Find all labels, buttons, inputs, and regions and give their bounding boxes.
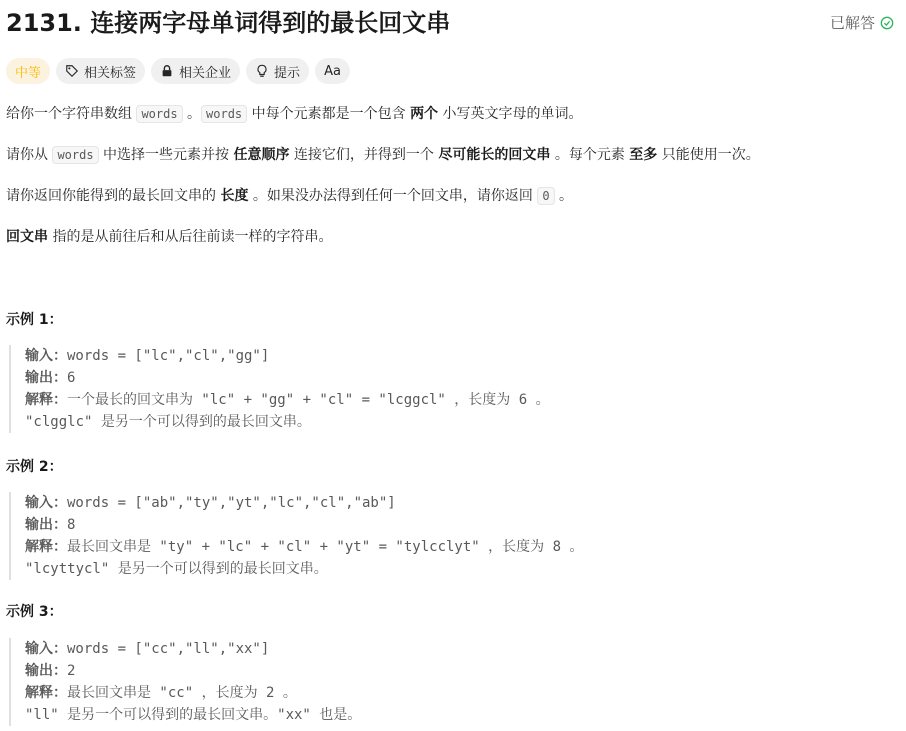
difficulty-badge: 中等 [6, 58, 50, 84]
example-1-block [9, 345, 550, 433]
tag-icon [65, 64, 79, 78]
example-output-line: 输出：8 [25, 517, 76, 533]
hint-button[interactable]: 提示 [246, 58, 309, 84]
tag-bar [6, 58, 350, 84]
translate-button[interactable] [315, 58, 350, 84]
example-input-line: 输入：words = ["ab","ty","yt","lc","cl","ab"] [25, 495, 396, 511]
example-extra-line: "clgglc" 是另一个可以得到的最长回文串。 [25, 414, 311, 430]
example-3-title: 示例 3： [6, 604, 63, 620]
problem-title: 2131. 连接两字母单词得到的最长回文串 [6, 9, 451, 37]
inline-code: words [201, 105, 247, 123]
description-paragraph-2: 请你从 words 中选择一些元素并按 任意顺序 连接它们，并得到一个 尽可能长的回文串 。每个元素 至多 只能使用一次。 [6, 147, 760, 163]
inline-code: words [52, 146, 98, 164]
example-input-line: 输入：words = ["lc","cl","gg"] [25, 348, 270, 364]
description-paragraph-1: 给你一个字符串数组 words 。 words 中每个元素都是一个包含 两个 小写英文字母的单词。 [6, 106, 583, 122]
example-extra-line: "lcyttycl" 是另一个可以得到的最长回文串。 [25, 561, 328, 577]
check-circle-icon [880, 16, 894, 30]
lock-icon [160, 64, 174, 78]
lightbulb-icon [255, 64, 269, 78]
related-tags-button[interactable]: 相关标签 [56, 58, 145, 84]
example-explanation-line: 解释：最长回文串是 "cc" ，长度为 2 。 [25, 685, 297, 701]
solved-status [830, 12, 894, 33]
description-paragraph-3: 请你返回你能得到的最长回文串的 长度 。如果没办法得到任何一个回文串，请你返回 0 。 [6, 188, 574, 204]
example-3-block [9, 638, 361, 726]
example-1-title: 示例 1： [6, 312, 63, 328]
example-output-line: 输出：2 [25, 663, 76, 679]
description-paragraph-4: 回文串 指的是从前往后和从后往前读一样的字符串。 [6, 229, 333, 245]
example-2-title: 示例 2： [6, 459, 63, 475]
inline-code: 0 [537, 187, 554, 205]
example-explanation-line: 解释：最长回文串是 "ty" + "lc" + "cl" + "yt" = "tylcclyt" ，长度为 8 。 [25, 539, 584, 555]
example-input-line: 输入：words = ["cc","ll","xx"] [25, 641, 270, 657]
example-output-line: 输出：6 [25, 370, 76, 386]
inline-code: words [136, 105, 182, 123]
example-extra-line: "ll" 是另一个可以得到的最长回文串。"xx" 也是。 [25, 707, 362, 723]
translate-icon: Aa [324, 63, 341, 79]
example-2-block [9, 492, 583, 580]
related-companies-button[interactable]: 相关企业 [151, 58, 240, 84]
example-explanation-line: 解释：一个最长的回文串为 "lc" + "gg" + "cl" = "lcggcl" ，长度为 6 。 [25, 392, 550, 408]
solved-label: 已解答 [829, 14, 875, 32]
